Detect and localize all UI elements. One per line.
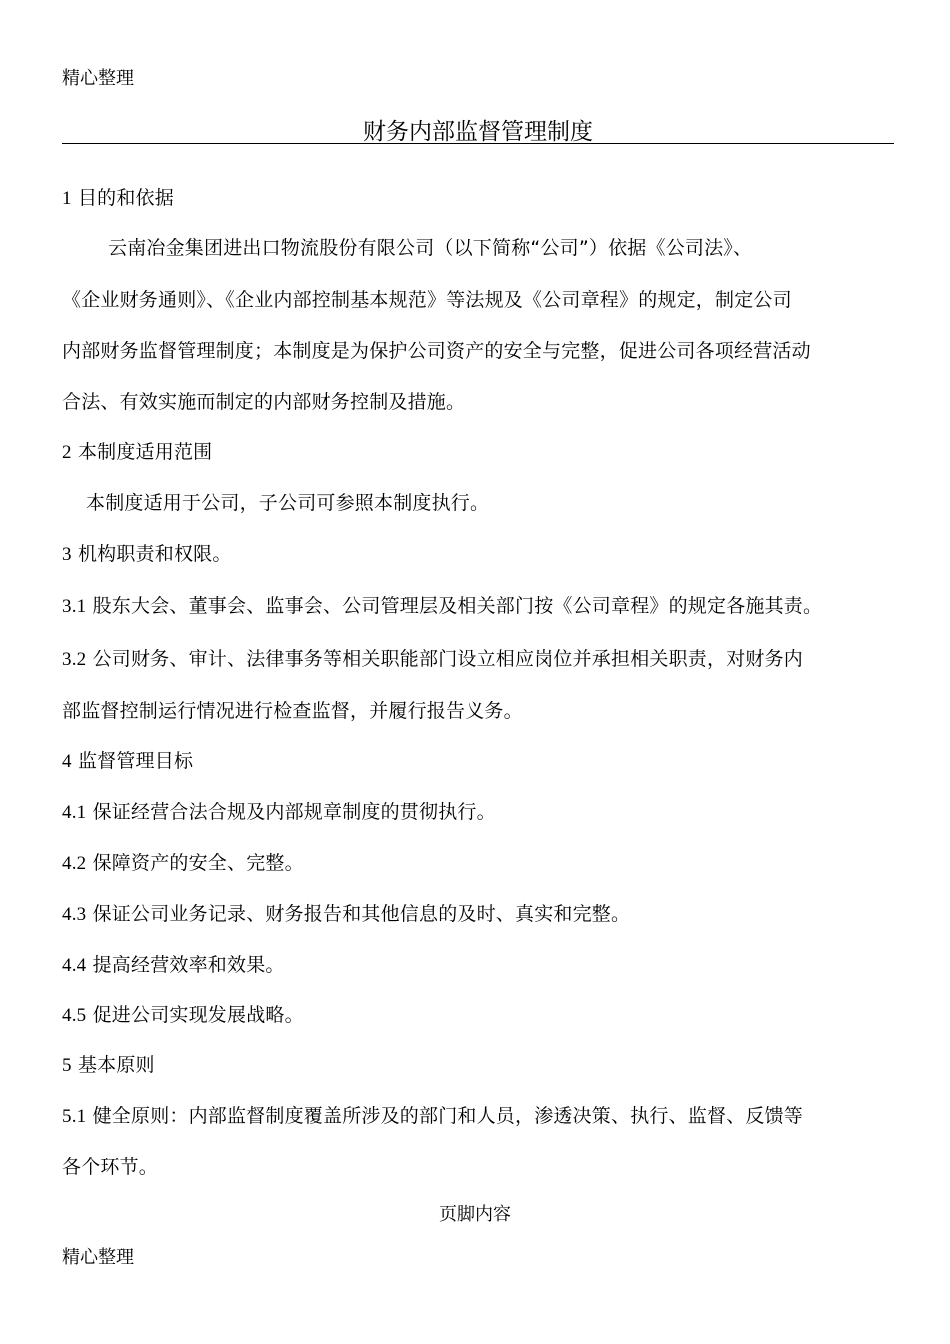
paragraph-2: 本制度适用于公司，子公司可参照本制度执行。 <box>86 492 490 514</box>
clause-text: 保障资产的安全、完整。 <box>92 852 304 874</box>
paragraph-1-line-3: 内部财务监督管理制度；本制度是为保护公司资产的安全与完整，促进公司各项经营活动 <box>62 340 811 362</box>
section-title: 目的和依据 <box>77 187 174 209</box>
clause-text: 股东大会、董事会、监事会、公司管理层及相关部门按《公司章程》的规定各施其责。 <box>92 595 823 617</box>
paragraph-1-line-2: 《企业财务通则》、《企业内部控制基本规范》等法规及《公司章程》的规定，制定公司 <box>62 289 792 311</box>
clause-text: 保证经营合法合规及内部规章制度的贯彻执行。 <box>92 801 496 823</box>
section-title: 机构职责和权限。 <box>77 543 232 565</box>
section-2-heading <box>62 438 902 467</box>
section-number: 4 <box>62 751 72 772</box>
section-number: 3 <box>62 544 72 565</box>
clause-text: 促进公司实现发展战略。 <box>92 1004 304 1026</box>
clause-4-2 <box>62 849 902 878</box>
clause-number: 4.3 <box>62 904 87 925</box>
clause-4-4 <box>62 951 902 980</box>
document-title: 财务内部监督管理制度 <box>363 119 593 145</box>
clause-number: 4.4 <box>62 955 87 976</box>
clause-4-5 <box>62 1001 902 1030</box>
clause-number: 3.1 <box>62 596 87 617</box>
title-underline <box>62 143 894 144</box>
clause-number: 5.1 <box>62 1106 87 1127</box>
clause-5-1-line-1 <box>62 1102 902 1131</box>
clause-text: 公司财务、审计、法律事务等相关职能部门设立相应岗位并承担相关职责，对财务内 <box>92 648 804 670</box>
page-footer: 页脚内容 <box>439 1204 511 1225</box>
clause-4-1 <box>62 798 902 827</box>
clause-text: 保证公司业务记录、财务报告和其他信息的及时、真实和完整。 <box>92 903 631 925</box>
clause-3-2-line-1 <box>62 645 902 674</box>
clause-text: 健全原则：内部监督制度覆盖所涉及的部门和人员，渗透决策、执行、监督、反馈等 <box>92 1105 804 1127</box>
section-title: 监督管理目标 <box>77 750 194 772</box>
paragraph-1-line-1: 云南冶金集团进出口物流股份有限公司（以下简称“公司”）依据《公司法》、 <box>108 237 753 259</box>
clause-3-1 <box>62 592 902 621</box>
section-5-heading <box>62 1051 902 1080</box>
section-number: 1 <box>62 188 72 209</box>
page-header: 精心整理 <box>62 68 134 89</box>
clause-number: 4.2 <box>62 853 87 874</box>
next-page-header: 精心整理 <box>62 1247 134 1268</box>
clause-3-2-line-2: 部监督控制运行情况进行检查监督，并履行报告义务。 <box>62 700 523 722</box>
section-number: 5 <box>62 1055 72 1076</box>
section-title: 基本原则 <box>77 1054 155 1076</box>
clause-5-1-line-2: 各个环节。 <box>62 1156 159 1178</box>
section-4-heading <box>62 747 902 776</box>
section-1-heading <box>62 184 902 213</box>
section-title: 本制度适用范围 <box>77 441 213 463</box>
section-3-heading <box>62 540 902 569</box>
clause-number: 3.2 <box>62 649 87 670</box>
clause-number: 4.1 <box>62 802 87 823</box>
clause-4-3 <box>62 900 902 929</box>
clause-text: 提高经营效率和效果。 <box>92 954 285 976</box>
paragraph-1-line-4: 合法、有效实施而制定的内部财务控制及措施。 <box>62 391 466 413</box>
section-number: 2 <box>62 442 72 463</box>
clause-number: 4.5 <box>62 1005 87 1026</box>
